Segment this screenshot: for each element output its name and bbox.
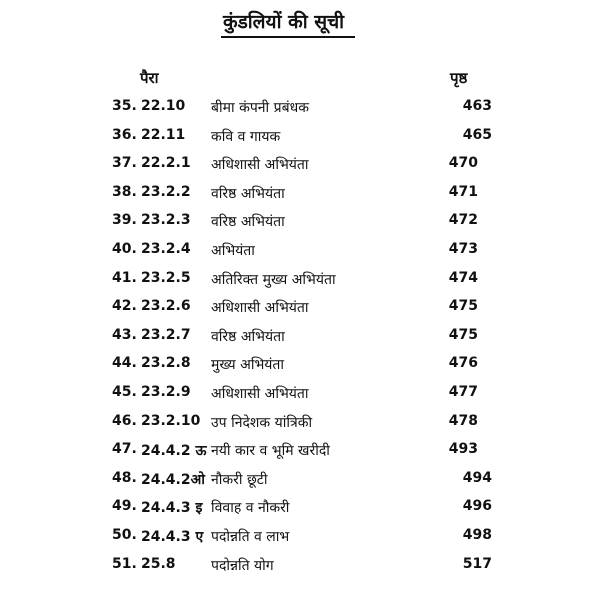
entry-title: मुख्य अभियंता <box>211 357 285 374</box>
entry-title: अधिशासी अभियंता <box>211 300 309 317</box>
entry-para: 23.2.7 <box>141 326 191 343</box>
index-entry <box>0 527 600 556</box>
index-entry <box>0 413 600 442</box>
entry-page: 498 <box>462 526 492 543</box>
entry-para: 24.4.2ओ <box>141 471 205 488</box>
index-entry <box>0 98 600 127</box>
entry-number: 44. <box>112 355 137 372</box>
entry-page: 475 <box>448 326 478 343</box>
index-entry <box>0 298 600 327</box>
entry-para: 24.4.3 इ <box>141 500 203 517</box>
index-entry <box>0 384 600 413</box>
entry-title: कवि व गायक <box>211 128 281 145</box>
entry-page: 517 <box>462 555 492 572</box>
index-entry <box>0 355 600 384</box>
entry-para: 23.2.2 <box>141 183 191 200</box>
entry-number: 39. <box>112 212 137 229</box>
index-entry <box>0 327 600 356</box>
entry-page: 473 <box>448 240 478 257</box>
entry-page: 465 <box>462 126 492 143</box>
entry-title: नयी कार व भूमि खरीदी <box>211 443 330 460</box>
entry-number: 43. <box>112 326 137 343</box>
entry-number: 47. <box>112 441 137 458</box>
kundali-index-list <box>0 98 600 584</box>
entry-page: 470 <box>448 155 478 172</box>
entry-number: 36. <box>112 126 137 143</box>
entry-title: अभियंता <box>211 242 255 259</box>
entry-page: 475 <box>448 298 478 315</box>
entry-page: 472 <box>448 212 478 229</box>
entry-number: 40. <box>112 240 137 257</box>
index-entry <box>0 241 600 270</box>
index-entry <box>0 470 600 499</box>
entry-number: 45. <box>112 383 137 400</box>
entry-para: 24.4.3 ए <box>141 528 204 545</box>
index-entry <box>0 270 600 299</box>
index-entry <box>0 155 600 184</box>
entry-title: बीमा कंपनी प्रबंधक <box>211 100 309 116</box>
index-entry <box>0 556 600 585</box>
entry-number: 48. <box>112 469 137 486</box>
entry-number: 35. <box>112 98 137 114</box>
entry-title: नौकरी छूटी <box>211 471 268 488</box>
entry-title: विवाह व नौकरी <box>211 500 290 517</box>
entry-para: 23.2.9 <box>141 383 191 400</box>
entry-page: 463 <box>462 98 492 114</box>
entry-number: 49. <box>112 498 137 515</box>
entry-para: 23.2.8 <box>141 355 191 372</box>
entry-page: 474 <box>448 269 478 286</box>
entry-title: अधिशासी अभियंता <box>211 157 309 174</box>
entry-para: 25.8 <box>141 555 176 572</box>
index-entry <box>0 184 600 213</box>
page-title: कुंडलियों की सूची <box>223 11 345 33</box>
entry-title: अधिशासी अभियंता <box>211 385 309 402</box>
entry-para: 23.2.5 <box>141 269 191 286</box>
entry-title: उप निदेशक यांत्रिकी <box>211 414 313 431</box>
entry-page: 476 <box>448 355 478 372</box>
entry-para: 22.2.1 <box>141 155 191 172</box>
index-entry <box>0 127 600 156</box>
index-entry <box>0 498 600 527</box>
entry-number: 37. <box>112 155 137 172</box>
entry-page: 494 <box>462 469 492 486</box>
entry-title: पदोन्नति योग <box>211 557 274 574</box>
entry-title: पदोन्नति व लाभ <box>211 528 290 545</box>
entry-number: 50. <box>112 526 137 543</box>
title-underline <box>221 36 355 38</box>
entry-page: 478 <box>448 412 478 429</box>
index-entry <box>0 212 600 241</box>
column-header-para: पैरा <box>140 69 159 87</box>
entry-para: 23.2.10 <box>141 412 201 429</box>
entry-para: 22.11 <box>141 126 186 143</box>
entry-para: 22.10 <box>141 98 186 114</box>
entry-page: 471 <box>448 183 478 200</box>
entry-page: 477 <box>448 383 478 400</box>
entry-para: 23.2.3 <box>141 212 191 229</box>
entry-para: 23.2.4 <box>141 240 191 257</box>
entry-title: वरिष्ठ अभियंता <box>211 214 285 231</box>
entry-page: 496 <box>462 498 492 515</box>
index-entry <box>0 441 600 470</box>
entry-number: 51. <box>112 555 137 572</box>
entry-title: वरिष्ठ अभियंता <box>211 185 285 202</box>
entry-number: 42. <box>112 298 137 315</box>
entry-title: अतिरिक्त मुख्य अभियंता <box>211 271 336 288</box>
entry-para: 23.2.6 <box>141 298 191 315</box>
entry-number: 41. <box>112 269 137 286</box>
entry-title: वरिष्ठ अभियंता <box>211 328 285 345</box>
entry-number: 46. <box>112 412 137 429</box>
column-header-page: पृष्ठ <box>450 69 468 87</box>
entry-para: 24.4.2 ऊ <box>141 443 207 460</box>
entry-page: 493 <box>448 441 478 458</box>
entry-number: 38. <box>112 183 137 200</box>
